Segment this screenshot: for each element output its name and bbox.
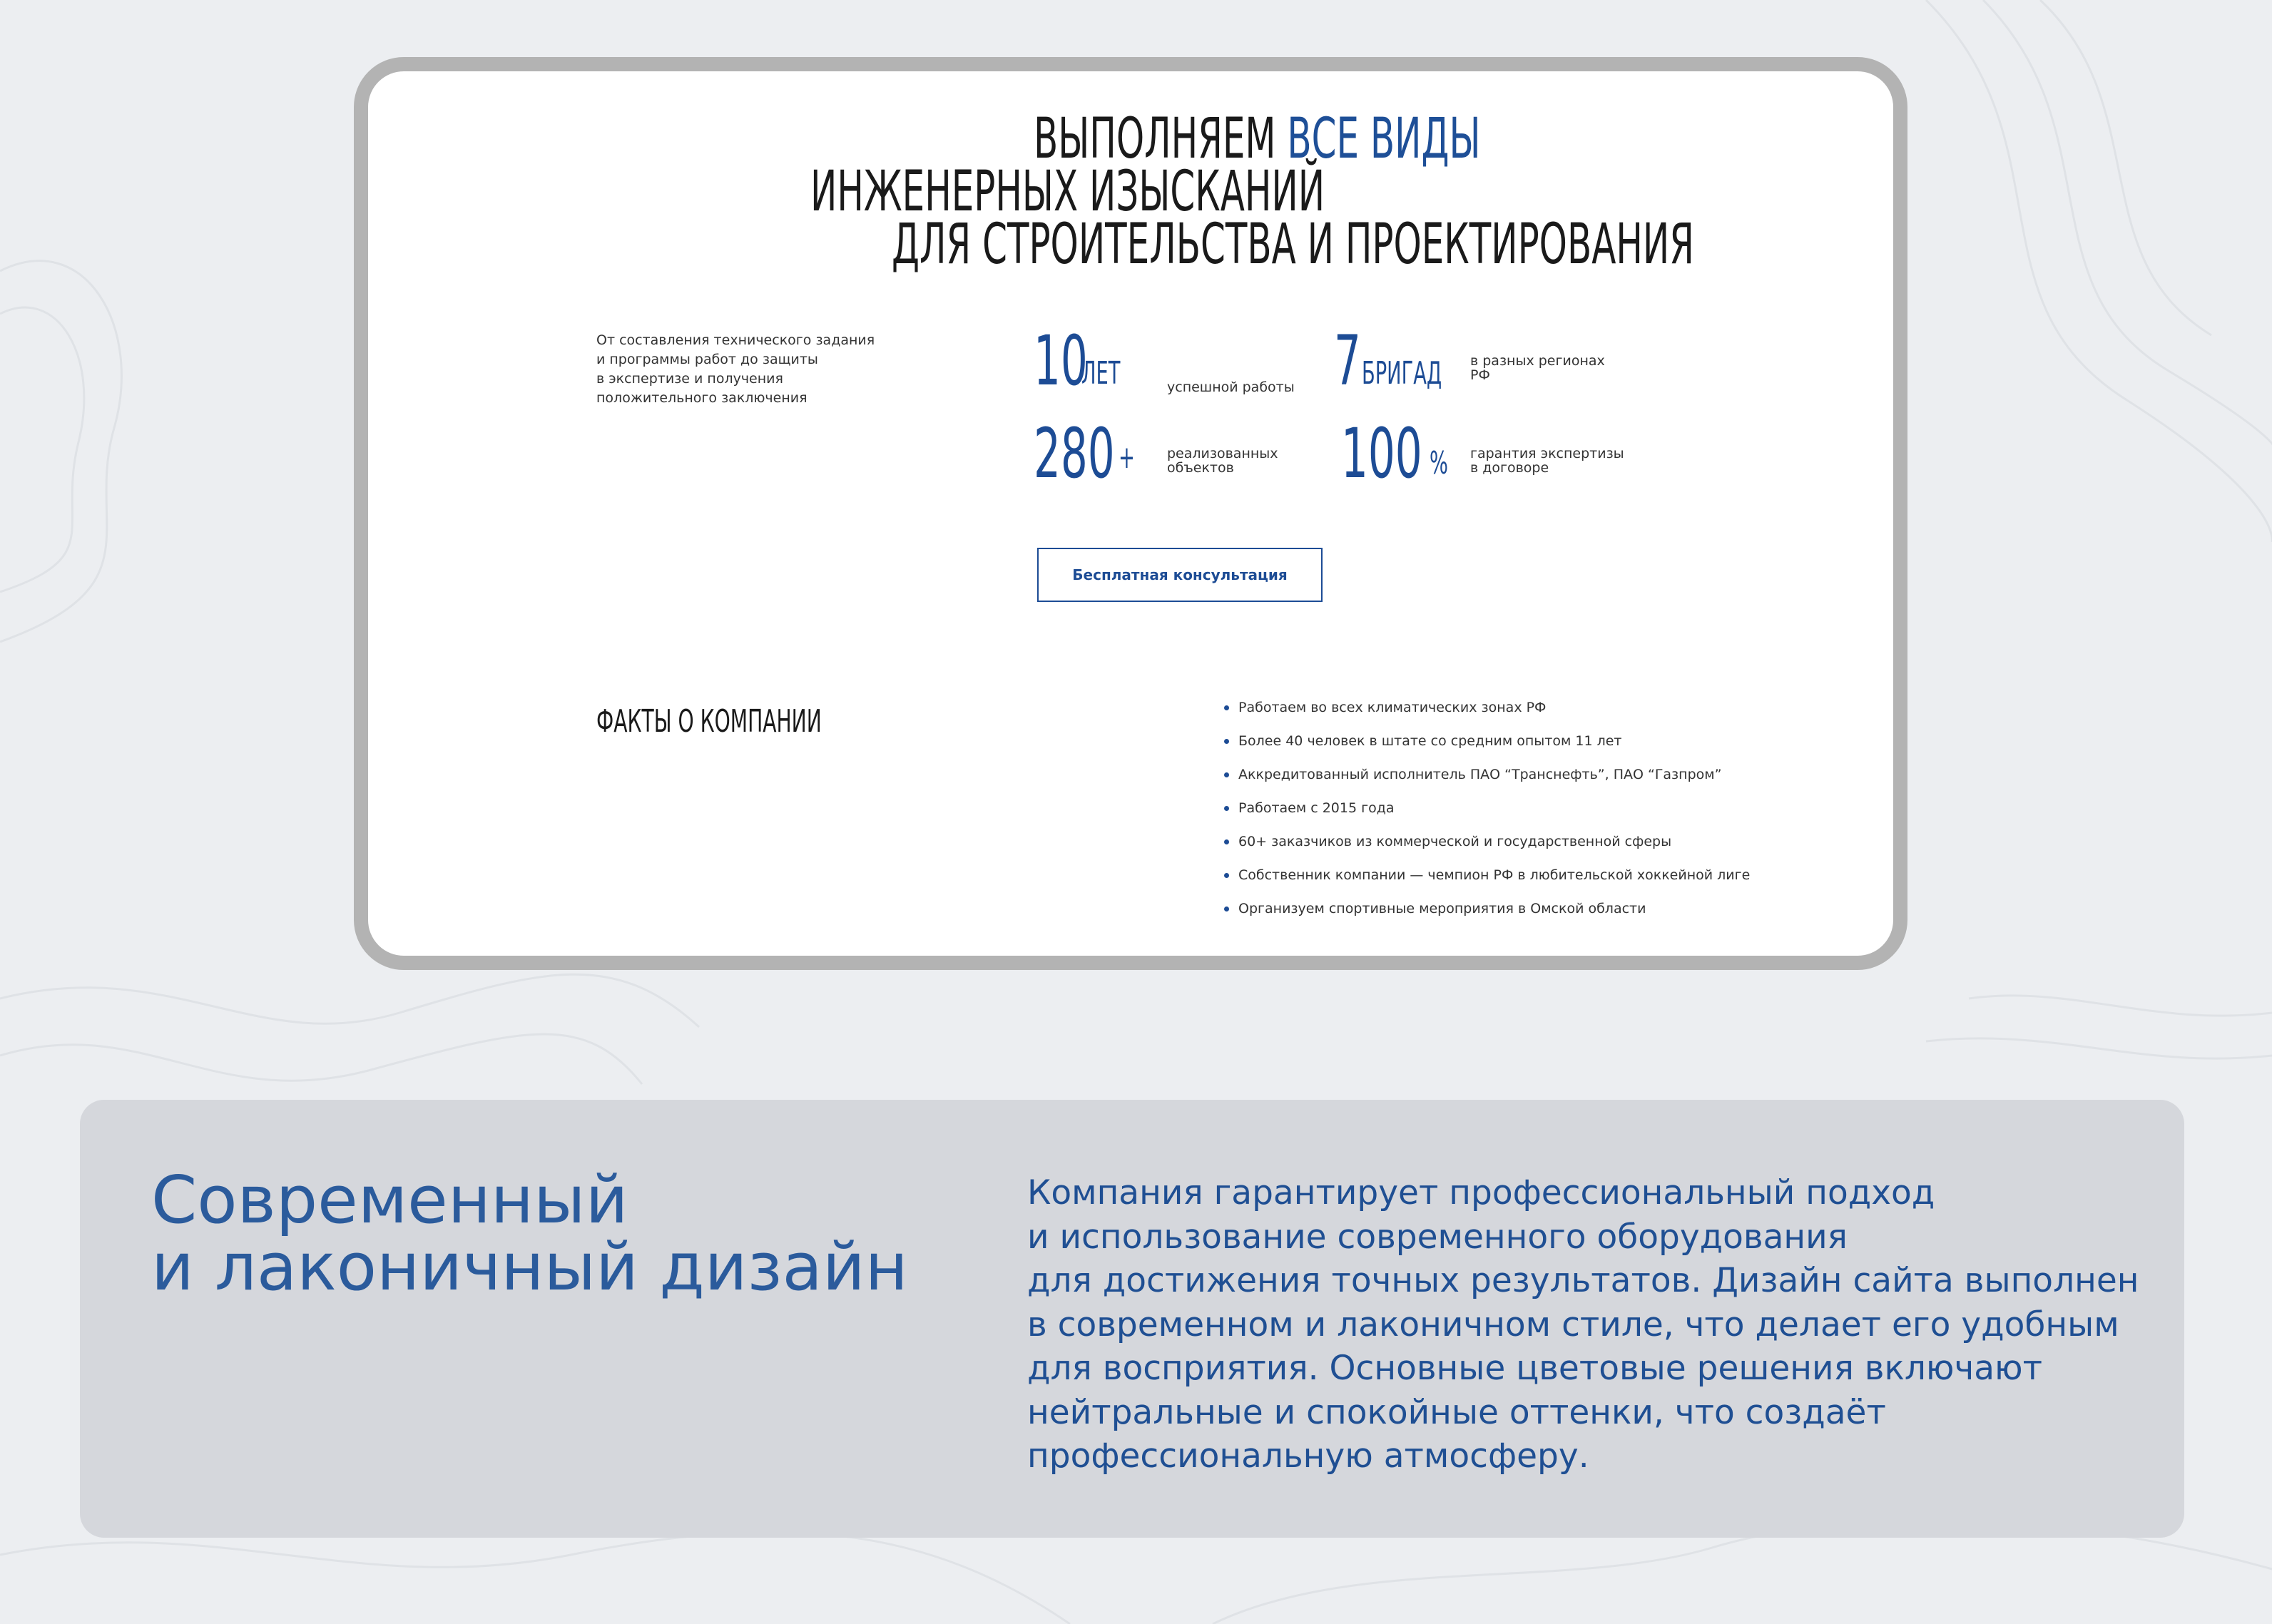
stat-objects-value: 280 <box>1034 414 1115 494</box>
stat-desc-line: успешной работы <box>1167 379 1295 395</box>
panel-text-line: для восприятия. Основные цветовые решения включают <box>1027 1349 2042 1388</box>
stat-guarantee-desc <box>1470 446 1624 475</box>
panel-title-line: и лаконичный дизайн <box>151 1229 908 1305</box>
panel-text-line: и использование современного оборудования <box>1027 1217 1848 1257</box>
stat-objects-desc <box>1167 446 1278 475</box>
list-item: Работаем во всех климатических зонах РФ <box>1224 699 1750 732</box>
intro-line: От составления технического задания <box>596 332 875 348</box>
panel-text-line: для достижения точных результатов. Дизайн сайта выполнен <box>1027 1261 2139 1300</box>
stat-desc-line: реализованных <box>1167 446 1278 461</box>
hero-headline-line3: ДЛЯ СТРОИТЕЛЬСТВА И ПРОЕКТИРОВАНИЯ <box>892 213 1694 277</box>
intro-line: и программы работ до защиты <box>596 352 818 367</box>
stat-teams-value: 7 <box>1334 321 1361 401</box>
description-panel <box>80 1100 2184 1538</box>
stat-desc-line: гарантия экспертизы <box>1470 446 1624 461</box>
stat-guarantee-unit: % <box>1430 445 1448 481</box>
hero-headline-line2: ИНЖЕНЕРНЫХ ИЗЫСКАНИЙ <box>810 160 1325 224</box>
hero-headline-line1 <box>1034 107 1481 171</box>
list-item: Аккредитованный исполнитель ПАО “Транснефть”, ПАО “Газпром” <box>1224 766 1750 800</box>
stat-desc-line: в разных регионах <box>1470 353 1605 369</box>
stat-objects-unit: + <box>1119 439 1135 476</box>
facts-list <box>1224 699 1750 934</box>
list-item: Более 40 человек в штате со средним опытом 11 лет <box>1224 732 1750 766</box>
stat-years-value: 10 <box>1034 321 1088 401</box>
stat-guarantee-value: 100 <box>1341 414 1422 494</box>
stat-desc-line: объектов <box>1167 460 1234 476</box>
stat-years-desc <box>1167 379 1295 395</box>
website-screen <box>368 71 1893 956</box>
panel-text-line: нейтральные и спокойные оттенки, что создаёт <box>1027 1392 1886 1432</box>
panel-description <box>1027 1171 2139 1479</box>
list-item: Собственник компании — чемпион РФ в любительской хоккейной лиге <box>1224 867 1750 900</box>
panel-title <box>151 1162 908 1305</box>
stat-teams-unit: БРИГАД <box>1362 355 1442 392</box>
intro-line: положительного заключения <box>596 390 808 406</box>
stat-desc-line: РФ <box>1470 367 1490 383</box>
list-item: 60+ заказчиков из коммерческой и государственной сферы <box>1224 833 1750 867</box>
panel-text-line: в современном и лаконичном стиле, что делает его удобным <box>1027 1304 2119 1344</box>
panel-title-line: Современный <box>151 1162 628 1238</box>
intro-text <box>596 331 882 408</box>
panel-text-line: Компания гарантирует профессиональный подход <box>1027 1173 1935 1212</box>
facts-title: ФАКТЫ О КОМПАНИИ <box>596 703 822 740</box>
stat-teams-desc <box>1470 354 1605 382</box>
website-mockup-frame <box>354 57 1907 970</box>
stat-years-unit: ЛЕТ <box>1081 355 1121 392</box>
stat-desc-line: в договоре <box>1470 460 1549 476</box>
list-item: Работаем с 2015 года <box>1224 800 1750 833</box>
intro-line: в экспертизе и получения <box>596 371 783 387</box>
headline-highlight: ВСЕ ВИДЫ <box>1287 107 1481 171</box>
list-item: Организуем спортивные мероприятия в Омской области <box>1224 900 1750 934</box>
headline-prefix: ВЫПОЛНЯЕМ <box>1034 107 1288 171</box>
panel-text-line: профессиональную атмосферу. <box>1027 1436 1589 1476</box>
free-consultation-button[interactable]: Бесплатная консультация <box>1037 548 1323 602</box>
